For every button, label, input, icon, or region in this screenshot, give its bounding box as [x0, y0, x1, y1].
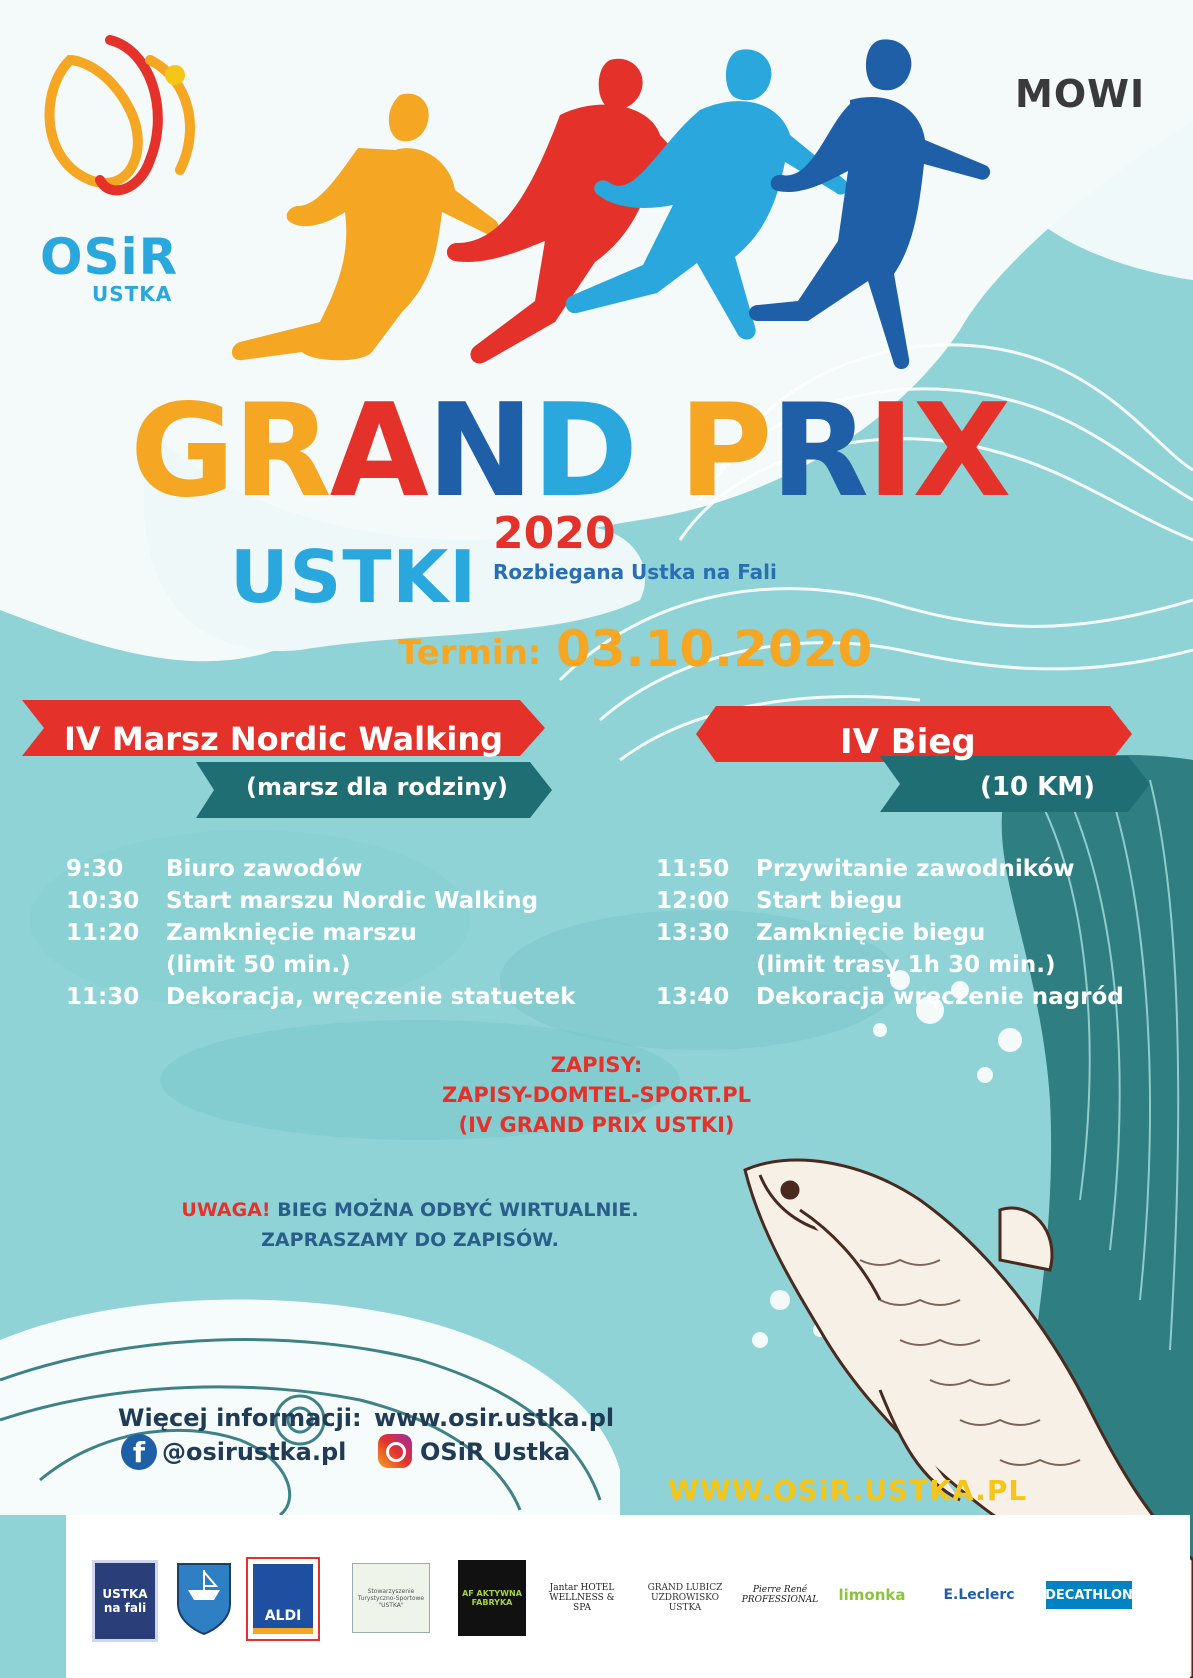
walk-schedule — [66, 853, 626, 1013]
schedule-text: Dekoracja, wręczenie statuetek — [166, 984, 576, 1010]
facebook-icon: f — [121, 1434, 157, 1470]
schedule-text: Zamknięcie marszu — [166, 920, 417, 946]
sponsor-name: DECATHLON — [1045, 1587, 1133, 1603]
title-letter: D — [531, 377, 637, 526]
sponsor-name: AF AKTYWNA FABRYKA — [462, 1589, 522, 1607]
registration-event: (IV GRAND PRIX USTKI) — [458, 1113, 735, 1137]
title-letter: G — [130, 377, 234, 526]
schedule-time — [656, 949, 756, 981]
schedule-text: Dekoracja wręczenie nagród — [756, 984, 1124, 1010]
title-letter: X — [912, 377, 1010, 526]
schedule-row — [66, 981, 626, 1013]
sponsor-logo — [92, 1560, 158, 1642]
schedule-time: 11:30 — [66, 984, 140, 1010]
sponsor-name: ALDI — [253, 1564, 313, 1634]
sponsor-logo — [832, 1577, 912, 1613]
notice-warning: UWAGA! — [181, 1199, 271, 1221]
schedule-row — [66, 885, 626, 917]
sponsors-strip — [66, 1515, 1190, 1678]
notice-line2: ZAPRASZAMY DO ZAPISÓW. — [261, 1229, 559, 1251]
notice-line1: BIEG MOŻNA ODBYĆ WIRTUALNIE. — [277, 1199, 639, 1221]
event-year: 2020 — [493, 508, 616, 559]
title-letter: I — [867, 377, 913, 526]
schedule-text: (limit 50 min.) — [166, 952, 351, 978]
sponsor-name: Stowarzyszenie Turystyczno-Sportowe "USTKA" — [357, 1587, 425, 1609]
instagram-icon — [378, 1434, 412, 1468]
schedule-time: 9:30 — [66, 856, 124, 882]
schedule-row — [66, 917, 626, 949]
schedule-row — [66, 949, 626, 981]
instagram-link[interactable]: OSiR Ustka — [420, 1438, 571, 1466]
schedule-time: 11:50 — [656, 856, 730, 882]
sponsor-name: GRAND LUBICZ UZDROWISKO USTKA — [647, 1583, 723, 1613]
facebook-link[interactable]: @osirustka.pl — [162, 1438, 347, 1466]
schedule-time — [66, 949, 166, 981]
sponsor-name: limonka — [838, 1586, 906, 1604]
osir-logo-city: USTKA — [92, 282, 173, 306]
run-schedule — [656, 853, 1176, 1013]
schedule-time: 12:00 — [656, 888, 730, 914]
schedule-text: Start marszu Nordic Walking — [166, 888, 539, 914]
title-letter: P — [678, 377, 771, 526]
schedule-row — [656, 885, 1176, 917]
sponsor-logo — [246, 1557, 320, 1641]
sponsor-logo — [640, 1575, 730, 1621]
mowi-logo: MOWI — [1015, 72, 1146, 116]
title-letter: R — [770, 377, 867, 526]
sponsor-logo — [1046, 1581, 1132, 1609]
sponsor-name: USTKA na fali — [102, 1587, 148, 1615]
schedule-text: Zamknięcie biegu — [756, 920, 986, 946]
event-title-line2: USTKI — [230, 535, 478, 619]
title-letter: A — [329, 377, 427, 526]
schedule-time: 11:20 — [66, 920, 140, 946]
virtual-run-notice — [110, 1195, 710, 1255]
title-letter: R — [233, 377, 330, 526]
schedule-row — [656, 917, 1176, 949]
schedule-row — [656, 981, 1176, 1013]
coat-of-arms-icon — [174, 1560, 234, 1636]
schedule-row — [656, 853, 1176, 885]
schedule-text: Biuro zawodów — [166, 856, 363, 882]
schedule-time: 13:40 — [656, 984, 730, 1010]
schedule-text: Przywitanie zawodników — [756, 856, 1075, 882]
sponsor-logo — [544, 1575, 620, 1621]
sponsor-logo — [936, 1577, 1022, 1613]
sponsor-name: Pierre René PROFESSIONAL — [741, 1585, 819, 1605]
title-letter: N — [426, 377, 532, 526]
website-banner[interactable]: WWW.OSiR.USTKA.PL — [668, 1474, 1028, 1507]
date-label: Termin: — [398, 633, 542, 673]
run-event-note: (10 KM) — [980, 772, 1096, 802]
sponsor-name: Jantar HOTEL WELLNESS & SPA — [549, 1583, 615, 1613]
more-info-label: Więcej informacji: — [118, 1404, 362, 1432]
sponsor-logo — [740, 1575, 820, 1615]
website-link[interactable]: www.osir.ustka.pl — [374, 1404, 615, 1432]
schedule-time: 10:30 — [66, 888, 140, 914]
sponsor-logo — [458, 1560, 526, 1636]
registration-block — [0, 1050, 1193, 1140]
run-event-name: IV Bieg — [840, 722, 976, 762]
schedule-time: 13:30 — [656, 920, 730, 946]
schedule-row — [66, 853, 626, 885]
sponsor-logo — [352, 1563, 430, 1633]
event-subtitle: Rozbiegana Ustka na Fali — [493, 560, 777, 584]
registration-site-link[interactable]: ZAPISY-DOMTEL-SPORT.PL — [441, 1083, 752, 1107]
date-value: 03.10.2020 — [556, 620, 873, 678]
sponsor-logo — [174, 1560, 234, 1636]
walk-event-note: (marsz dla rodziny) — [246, 773, 508, 801]
registration-label: ZAPISY: — [550, 1053, 643, 1077]
osir-logo-text: OSiR — [40, 228, 179, 286]
title-letter — [636, 388, 679, 516]
schedule-text: Start biegu — [756, 888, 903, 914]
schedule-text: (limit trasy 1h 30 min.) — [756, 952, 1056, 978]
walk-event-name: IV Marsz Nordic Walking — [64, 720, 504, 758]
event-title — [130, 377, 1010, 526]
schedule-row — [656, 949, 1176, 981]
sponsor-name: E.Leclerc — [943, 1587, 1015, 1603]
